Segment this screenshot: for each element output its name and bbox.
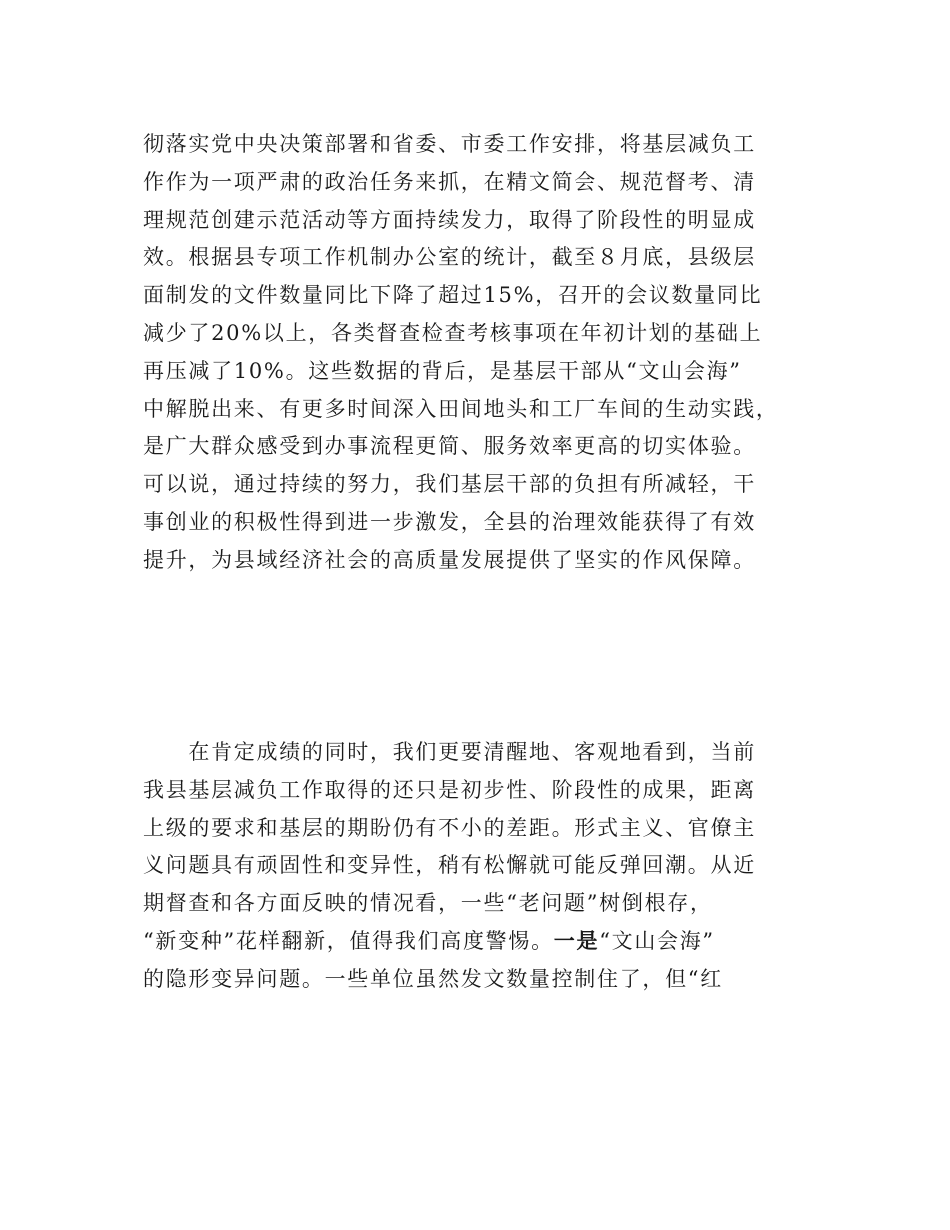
text-line: 的隐形变异问题。一些单位虽然发文数量控制住了，但“红 <box>143 966 723 991</box>
text-line: 作作为一项严肃的政治任务来抓，在精文简会、规范督考、清 <box>143 169 756 194</box>
text-line: 中解脱出来、有更多时间深入田间地头和工厂车间的生动实践， <box>143 396 779 421</box>
text-line: 义问题具有顽固性和变异性，稍有松懈就可能反弹回潮。从近 <box>143 853 756 878</box>
paragraph-1 <box>143 126 833 580</box>
text-line: 是广大群众感受到办事流程更简、服务效率更高的切实体验。 <box>143 434 756 459</box>
text-line: 可以说，通过持续的努力，我们基层干部的负担有所减轻，干 <box>143 472 756 497</box>
text-run: “文山会海” <box>599 928 715 953</box>
text-line: 减少了20%以上，各类督查检查考核事项在年初计划的基础上 <box>143 320 763 345</box>
text-line: 理规范创建示范活动等方面持续发力，取得了阶段性的明显成 <box>143 207 756 232</box>
text-line: 再压减了10%。这些数据的背后，是基层干部从“文山会海” <box>143 358 742 383</box>
text-line: 面制发的文件数量同比下降了超过15%，召开的会议数量同比 <box>143 283 763 308</box>
bold-heading-run: 一是 <box>553 928 600 953</box>
text-line: 彻落实党中央决策部署和省委、市委工作安排，将基层减负工 <box>143 132 756 156</box>
text-line: 期督查和各方面反映的情况看，一些“老问题”树倒根存， <box>143 891 713 916</box>
text-line: 在肯定成绩的同时，我们更要清醒地、客观地看到，当前 <box>143 740 756 764</box>
text-line: 提升，为县域经济社会的高质量发展提供了坚实的作风保障。 <box>143 547 756 572</box>
text-line: 我县基层减负工作取得的还只是初步性、阶段性的成果，距离 <box>143 777 756 802</box>
paragraph-2 <box>143 734 833 999</box>
text-line-mixed <box>143 923 833 961</box>
text-line: 效。根据县专项工作机制办公室的统计，截至８月底，县级层 <box>143 245 756 270</box>
text-line: 上级的要求和基层的期盼仍有不小的差距。形式主义、官僚主 <box>143 815 756 840</box>
text-line: 事创业的积极性得到进一步激发，全县的治理效能获得了有效 <box>143 509 756 534</box>
text-run: “新变种”花样翻新，值得我们高度警惕。 <box>143 928 554 953</box>
